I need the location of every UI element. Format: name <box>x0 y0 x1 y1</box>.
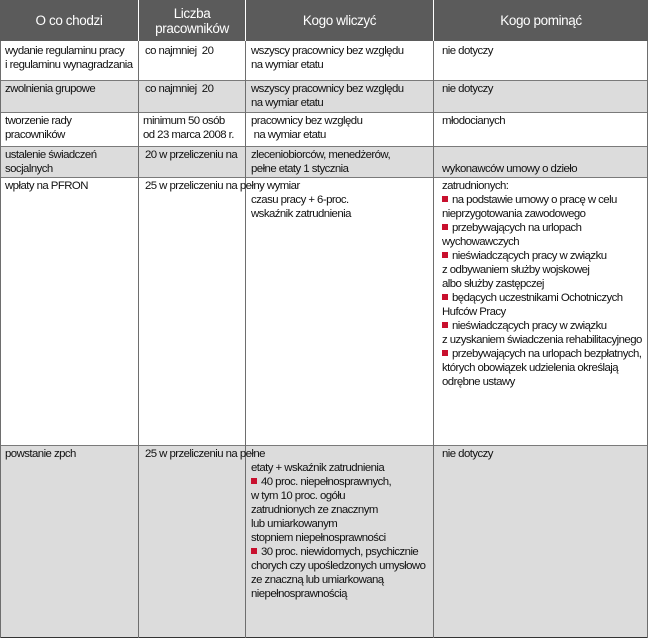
text-line: stopniem niepełnosprawności <box>251 532 386 544</box>
cell-count <box>145 447 265 461</box>
cell-include <box>251 82 404 110</box>
header-include-label: Kogo wliczyć <box>302 13 377 28</box>
bullet-square-icon <box>442 322 448 328</box>
header-col-count <box>139 0 245 41</box>
text-line: 25 w przeliczeniu na pełne <box>145 448 265 460</box>
cell-what <box>5 44 133 72</box>
cell-count <box>145 179 300 193</box>
text-line: ze znaczną lub umiarkowaną <box>251 574 384 586</box>
text-line: tworzenie rady <box>5 115 72 127</box>
cell-include <box>251 193 351 221</box>
text-line: od 23 marca 2008 r. <box>143 129 234 141</box>
cell-what <box>5 82 95 96</box>
cell-exclude <box>442 447 493 461</box>
text-line: chorych czy upośledzonych umysłowo <box>251 560 426 572</box>
cell-what <box>5 447 76 461</box>
list-item <box>442 250 607 262</box>
text-line: zleceniobiorców, menedżerów, <box>251 149 391 161</box>
text-line: na wymiar etatu <box>251 129 326 141</box>
header-what-label: O co chodzi <box>35 13 103 28</box>
text-line: na podstawie umowy o pracę w celu <box>452 194 617 206</box>
text-line: pracowników <box>5 129 65 141</box>
bullet-square-icon <box>442 294 448 300</box>
text-line: z odbywaniem służby wojskowej <box>442 264 590 276</box>
divider <box>0 637 648 638</box>
text-line: 20 w przeliczeniu na <box>145 149 238 161</box>
text-line: zwolnienia grupowe <box>5 83 96 95</box>
cell-include <box>251 148 390 176</box>
text-line: pełne etaty 1 stycznia <box>251 163 349 175</box>
text-line: będących uczestnikami Ochotniczych <box>452 292 623 304</box>
text-line: wydanie regulaminu pracy <box>5 45 125 57</box>
text-line: wychowawczych <box>442 236 520 248</box>
text-line: socjalnych <box>5 163 53 175</box>
header-count-line1: Liczba <box>173 5 211 21</box>
text-line: nie dotyczy <box>442 83 493 95</box>
text-line: przebywających na urlopach bezpłatnych, <box>452 348 642 360</box>
text-line: nie dotyczy <box>442 448 493 460</box>
text-line: nieświadczących pracy w związku <box>452 320 607 332</box>
text-line: wszyscy pracownicy bez względu <box>251 83 404 95</box>
cell-exclude <box>442 44 493 58</box>
text-line: wpłaty na PFRON <box>5 180 88 192</box>
text-line: co najmniej 20 <box>145 45 214 57</box>
cell-include <box>251 44 404 72</box>
text-line: co najmniej 20 <box>145 83 214 95</box>
bullet-square-icon <box>442 252 448 258</box>
text-line: minimum 50 osób <box>143 115 225 127</box>
bullet-square-icon <box>251 548 257 554</box>
cell-include <box>251 461 425 601</box>
cell-exclude <box>442 162 577 176</box>
bullet-square-icon <box>442 350 448 356</box>
text-line: Hufców Pracy <box>442 306 506 318</box>
text-line: nie dotyczy <box>442 45 493 57</box>
bullet-square-icon <box>251 478 257 484</box>
column-divider <box>0 41 1 638</box>
column-divider <box>433 41 434 638</box>
cell-exclude <box>442 114 505 128</box>
header-divider <box>138 0 139 41</box>
text-line: ustalenie świadczeń <box>5 149 97 161</box>
list-item <box>251 476 391 488</box>
text-line: 25 w przeliczeniu na pełny wymiar <box>145 180 300 192</box>
text-line: na wymiar etatu <box>251 97 324 109</box>
cell-what <box>5 179 88 193</box>
divider <box>0 445 648 446</box>
header-count-line2: pracowników <box>155 20 229 36</box>
header-col-include <box>246 0 433 41</box>
text-line: nieprzygotowania zawodowego <box>442 208 586 220</box>
text-line: z uzyskaniem świadczenia rehabilitacyjnego <box>442 334 642 346</box>
text-line: zatrudnionych: <box>442 180 509 192</box>
text-line: i regulaminu wynagradzania <box>5 59 133 71</box>
column-divider <box>647 41 648 638</box>
text-line: wszyscy pracownicy bez względu <box>251 45 404 57</box>
text-line: powstanie zpch <box>5 448 76 460</box>
text-line: wskaźnik zatrudnienia <box>251 208 351 220</box>
header-divider <box>245 0 246 41</box>
list-item <box>442 292 623 304</box>
header-col-what <box>0 0 138 41</box>
cell-exclude <box>442 179 642 389</box>
header-divider <box>433 0 434 41</box>
text-line: lub umiarkowanym <box>251 518 338 530</box>
cell-count <box>145 82 213 96</box>
header-exclude-label: Kogo pominąć <box>500 13 582 28</box>
cell-count <box>145 148 237 162</box>
text-line: pracownicy bez względu <box>251 115 363 127</box>
list-item <box>442 320 607 332</box>
text-line: wykonawców umowy o dzieło <box>442 163 578 175</box>
cell-exclude <box>442 82 493 96</box>
divider <box>0 146 648 147</box>
text-line: etaty + wskaźnik zatrudnienia <box>251 462 385 474</box>
text-line: albo służby zastępczej <box>442 278 544 290</box>
bullet-square-icon <box>442 224 448 230</box>
text-line: przebywających na urlopach <box>452 222 582 234</box>
text-line: niepełnosprawnością <box>251 588 347 600</box>
text-line: 40 proc. niepełnosprawnych, <box>261 476 392 488</box>
cell-what <box>5 114 71 142</box>
list-item <box>442 222 581 234</box>
text-line: zatrudnionych ze znacznym <box>251 504 378 516</box>
text-line: odrębne ustawy <box>442 376 515 388</box>
text-line: na wymiar etatu <box>251 59 324 71</box>
list-item <box>442 348 641 360</box>
cell-count <box>143 114 234 142</box>
divider <box>0 80 648 81</box>
list-item <box>251 546 418 558</box>
text-line: 30 proc. niewidomych, psychicznie <box>261 546 419 558</box>
column-divider <box>245 41 246 638</box>
header-col-exclude <box>434 0 648 41</box>
text-line: nieświadczących pracy w związku <box>452 250 607 262</box>
bullet-square-icon <box>442 196 448 202</box>
cell-include <box>251 114 362 142</box>
cell-count <box>145 44 213 58</box>
divider <box>0 177 648 178</box>
text-line: czasu pracy + 6-proc. <box>251 194 349 206</box>
column-divider <box>138 41 139 638</box>
list-item <box>442 194 617 206</box>
text-line: których obowiązek udzielenia określają <box>442 362 619 374</box>
cell-what <box>5 148 97 176</box>
text-line: młodocianych <box>442 115 506 127</box>
divider <box>0 112 648 113</box>
text-line: w tym 10 proc. ogółu <box>251 490 346 502</box>
